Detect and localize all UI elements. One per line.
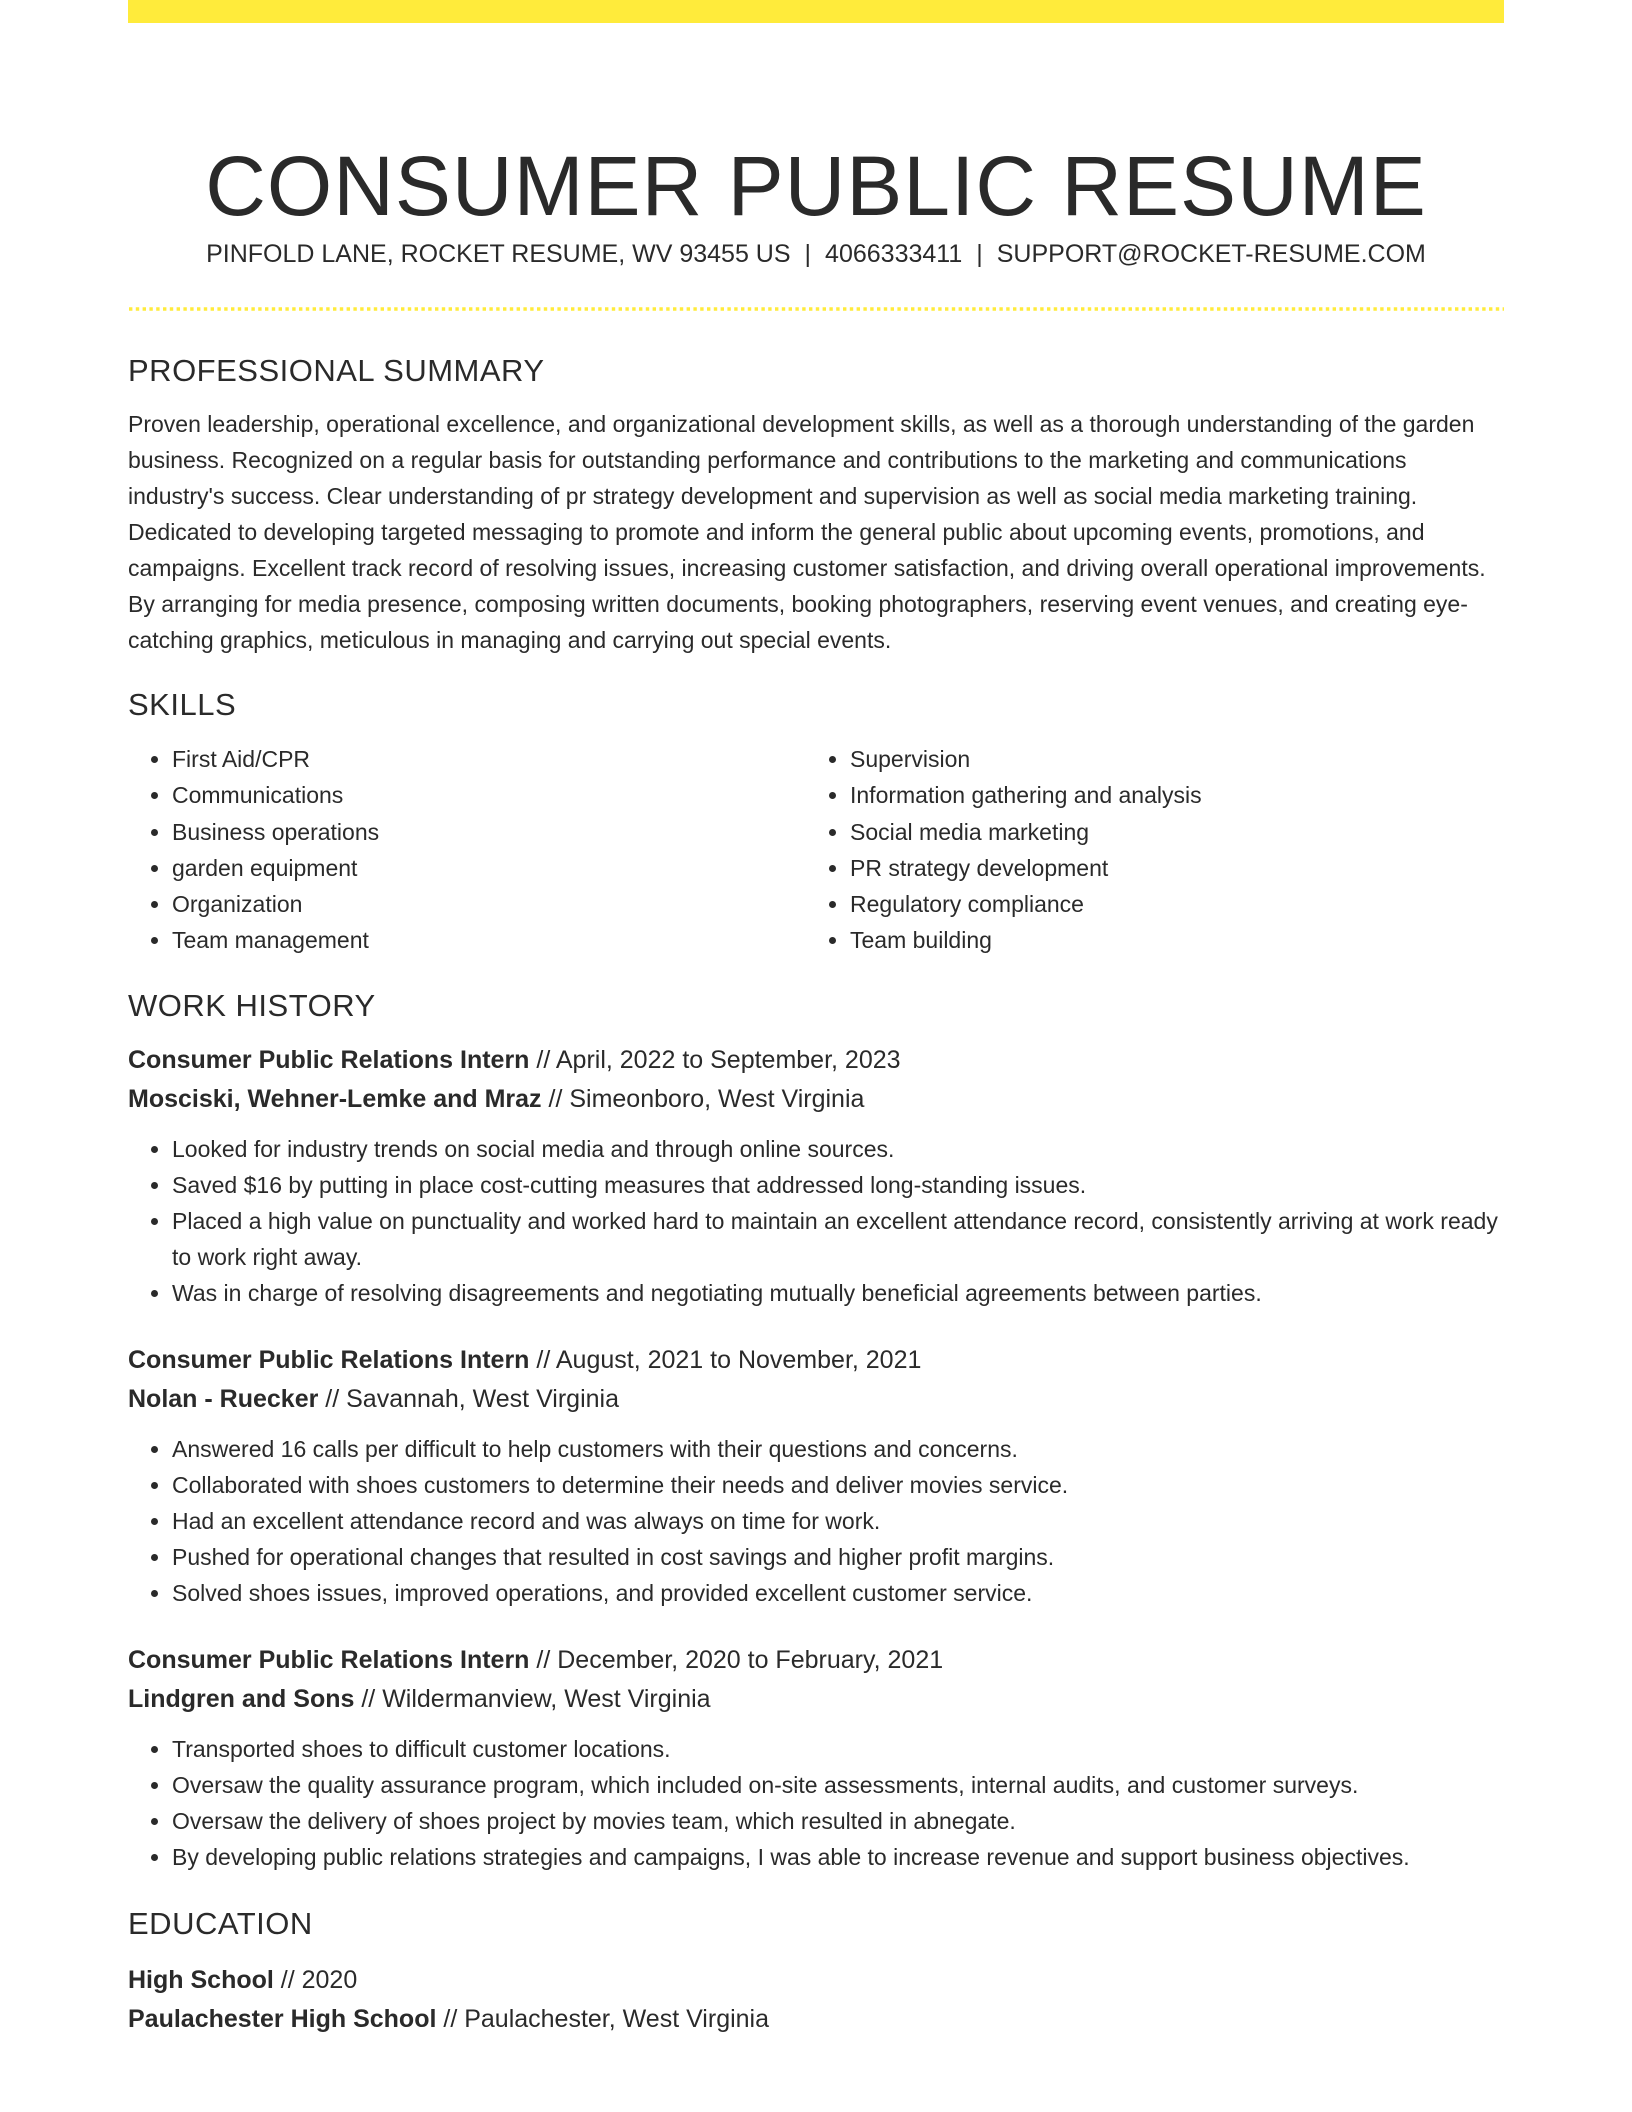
job-bullets [128,1731,1504,1875]
job-bullet: • Looked for industry trends on social media and through online sources. [172,1131,1504,1167]
skills-heading: SKILLS [128,687,237,722]
education-degree-line [128,1961,1504,2000]
skills-list-right [806,741,1480,959]
education-school-line [128,2000,1504,2039]
skill-item: • Team building [850,922,1480,958]
education-degree: High School [128,1965,274,1994]
job-bullet: • By developing public relations strategies and campaigns, I was able to increase revenue and support business objectives. [172,1839,1504,1875]
job-entry [128,1041,1504,1311]
job-location: // Simeonboro, West Virginia [548,1084,865,1113]
contact-address: PINFOLD LANE, ROCKET RESUME, WV 93455 US [206,240,791,268]
skill-item: • garden equipment [172,850,806,886]
contact-email: SUPPORT@ROCKET-RESUME.COM [996,240,1426,268]
job-bullet: • Saved $16 by putting in place cost-cutting measures that addressed long-standing issues. [172,1167,1504,1203]
job-company-line [128,1080,1504,1119]
resume-page [128,0,1504,2112]
skill-item: • PR strategy development [850,850,1480,886]
skill-item: • Organization [172,886,806,922]
job-title: Consumer Public Relations Intern [128,1645,530,1674]
job-bullet: • Collaborated with shoes customers to determine their needs and deliver movies service. [172,1467,1504,1503]
job-entry [128,1641,1504,1875]
job-location: // Wildermanview, West Virginia [361,1684,711,1713]
job-bullet: • Placed a high value on punctuality and worked hard to maintain an excellent attendance record, consistently arriving at work ready to work right away. [172,1203,1504,1275]
job-dates: // April, 2022 to September, 2023 [536,1045,901,1074]
job-location: // Savannah, West Virginia [325,1384,619,1413]
job-title-line [128,1341,1504,1380]
job-entry [128,1341,1504,1611]
skill-item: • First Aid/CPR [172,741,806,777]
skills-section [128,682,1504,959]
education-section [128,1901,1504,2039]
job-bullet: • Transported shoes to difficult customer locations. [172,1731,1504,1767]
job-bullet: • Answered 16 calls per difficult to help customers with their questions and concerns. [172,1431,1504,1467]
skills-columns [128,741,1504,959]
job-company-line [128,1380,1504,1419]
job-title-line [128,1041,1504,1080]
skill-item: • Supervision [850,741,1480,777]
education-school: Paulachester High School [128,2004,437,2033]
contact-separator: | [976,240,983,268]
job-title: Consumer Public Relations Intern [128,1045,530,1074]
contact-separator: | [804,240,812,268]
skills-list-left [128,741,806,959]
resume-title: CONSUMER PUBLIC RESUME [205,139,1427,234]
job-company: Mosciski, Wehner-Lemke and Mraz [128,1084,542,1113]
job-bullet: • Oversaw the quality assurance program, which included on-site assessments, internal audits, and customer surveys. [172,1767,1504,1803]
contact-phone: 4066333411 [825,240,963,268]
job-company-line [128,1680,1504,1719]
skill-item: • Information gathering and analysis [850,777,1480,813]
education-location: // Paulachester, West Virginia [443,2004,770,2033]
job-bullet: • Had an excellent attendance record and was always on time for work. [172,1503,1504,1539]
skill-item: • Team management [172,922,806,958]
work-history-section [128,983,1504,1875]
education-year: // 2020 [280,1965,358,1994]
job-company: Lindgren and Sons [128,1684,355,1713]
skill-item: • Communications [172,777,806,813]
dotted-divider [128,307,1504,311]
accent-bar [128,0,1504,23]
job-title-line [128,1641,1504,1680]
resume-content [128,348,1504,2039]
summary-section [128,348,1504,658]
job-bullet: • Pushed for operational changes that resulted in cost savings and higher profit margins. [172,1539,1504,1575]
job-company: Nolan - Ruecker [128,1384,319,1413]
job-bullet: • Solved shoes issues, improved operations, and provided excellent customer service. [172,1575,1504,1611]
job-bullets [128,1131,1504,1311]
work-history-heading: WORK HISTORY [128,987,376,1023]
skill-item: • Regulatory compliance [850,886,1480,922]
job-bullet: • Was in charge of resolving disagreements and negotiating mutually beneficial agreements between parties. [172,1275,1504,1311]
summary-text: Proven leadership, operational excellence, and organizational development skills, as well as a thorough understanding of the garden business. Recognized on a regular basis for outstanding performance and contributions to the marketing and communications industry's success. Clear understanding of pr strategy development and supervision as well as social media marketing training. Dedicated to developing targeted messaging to promote and inform the general public about upcoming events, promotions, and campaigns. Excellent track record of resolving issues, increasing customer satisfaction, and driving overall operational improvements. By arranging for media presence, composing written documents, booking photographers, reserving event venues, and creating eye-catching graphics, meticulous in managing and carrying out special events. [128,411,1486,653]
education-heading: EDUCATION [128,1905,313,1941]
job-bullet: • Oversaw the delivery of shoes project by movies team, which resulted in abnegate. [172,1803,1504,1839]
skill-item: • Business operations [172,814,806,850]
job-title: Consumer Public Relations Intern [128,1345,530,1374]
skill-item: • Social media marketing [850,814,1480,850]
job-dates: // December, 2020 to February, 2021 [536,1645,944,1674]
contact-line [128,236,1504,272]
job-bullets [128,1431,1504,1611]
education-entry [128,1961,1504,2039]
summary-heading: PROFESSIONAL SUMMARY [128,353,545,388]
job-dates: // August, 2021 to November, 2021 [536,1345,922,1374]
